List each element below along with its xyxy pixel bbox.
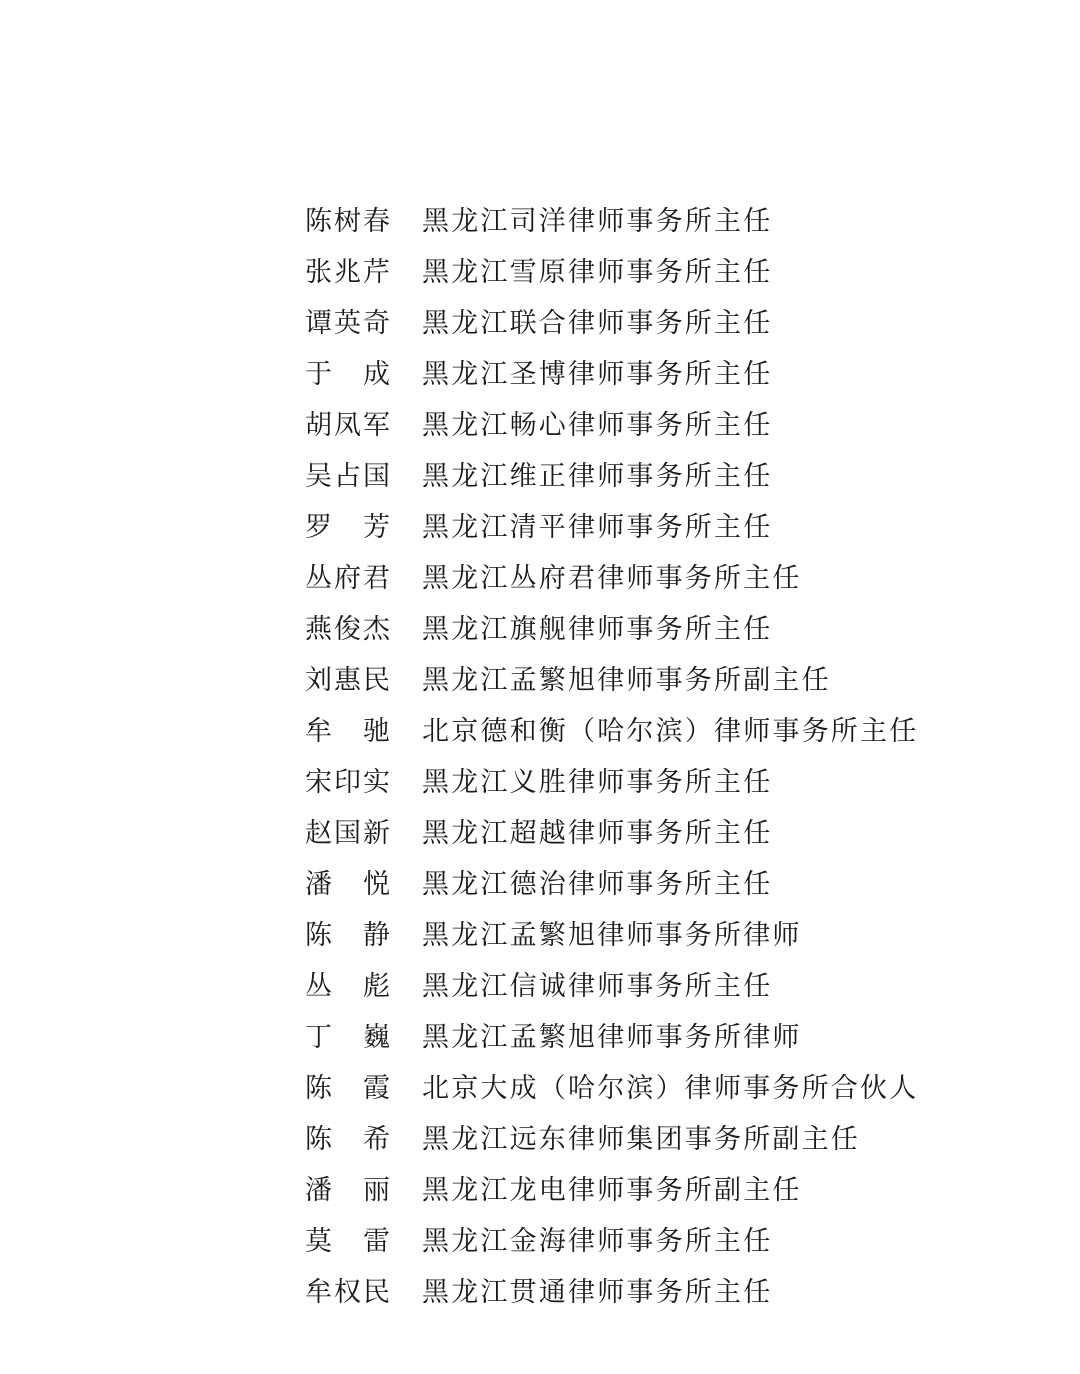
member-title: 北京大成（哈尔滨）律师事务所合伙人 (422, 1073, 919, 1104)
member-title: 黑龙江超越律师事务所主任 (422, 818, 773, 849)
member-title: 黑龙江司洋律师事务所主任 (422, 206, 773, 237)
member-title: 黑龙江清平律师事务所主任 (422, 512, 773, 543)
list-item (305, 601, 1005, 652)
list-item (305, 499, 1005, 550)
member-name: 刘惠民 (305, 665, 392, 696)
member-title: 黑龙江旗舰律师事务所主任 (422, 614, 773, 645)
member-list (305, 193, 1005, 1315)
member-title: 黑龙江丛府君律师事务所主任 (422, 563, 802, 594)
list-item (305, 244, 1005, 295)
member-title: 黑龙江畅心律师事务所主任 (422, 410, 773, 441)
member-name: 丛 彪 (305, 971, 392, 1002)
member-name: 潘 悦 (305, 869, 392, 900)
member-title: 黑龙江金海律师事务所主任 (422, 1226, 773, 1257)
member-name: 牟 驰 (305, 716, 392, 747)
list-item (305, 754, 1005, 805)
member-name: 罗 芳 (305, 512, 392, 543)
member-name: 宋印实 (305, 767, 392, 798)
list-item (305, 397, 1005, 448)
member-title: 黑龙江信诚律师事务所主任 (422, 971, 773, 1002)
member-title: 北京德和衡（哈尔滨）律师事务所主任 (422, 716, 919, 747)
member-name: 潘 丽 (305, 1175, 392, 1206)
list-item (305, 703, 1005, 754)
list-item (305, 805, 1005, 856)
member-title: 黑龙江圣博律师事务所主任 (422, 359, 773, 390)
member-name: 牟权民 (305, 1277, 392, 1308)
member-title: 黑龙江贯通律师事务所主任 (422, 1277, 773, 1308)
member-title: 黑龙江德治律师事务所主任 (422, 869, 773, 900)
list-item (305, 550, 1005, 601)
member-name: 陈树春 (305, 206, 392, 237)
list-item (305, 856, 1005, 907)
member-title: 黑龙江联合律师事务所主任 (422, 308, 773, 339)
member-title: 黑龙江孟繁旭律师事务所律师 (422, 920, 802, 951)
list-item (305, 1060, 1005, 1111)
member-title: 黑龙江孟繁旭律师事务所律师 (422, 1022, 802, 1053)
member-name: 陈 霞 (305, 1073, 392, 1104)
list-item (305, 907, 1005, 958)
list-item (305, 1009, 1005, 1060)
list-item (305, 1264, 1005, 1315)
member-name: 谭英奇 (305, 308, 392, 339)
member-name: 赵国新 (305, 818, 392, 849)
member-title: 黑龙江雪原律师事务所主任 (422, 257, 773, 288)
member-name: 张兆芹 (305, 257, 392, 288)
list-item (305, 1111, 1005, 1162)
member-name: 陈 静 (305, 920, 392, 951)
list-item (305, 652, 1005, 703)
list-item (305, 1213, 1005, 1264)
list-item (305, 958, 1005, 1009)
member-name: 丛府君 (305, 563, 392, 594)
list-item (305, 346, 1005, 397)
list-item (305, 448, 1005, 499)
member-title: 黑龙江义胜律师事务所主任 (422, 767, 773, 798)
member-name: 陈 希 (305, 1124, 392, 1155)
member-name: 莫 雷 (305, 1226, 392, 1257)
member-title: 黑龙江孟繁旭律师事务所副主任 (422, 665, 831, 696)
list-item (305, 193, 1005, 244)
member-name: 于 成 (305, 359, 392, 390)
member-title: 黑龙江龙电律师事务所副主任 (422, 1175, 802, 1206)
member-title: 黑龙江维正律师事务所主任 (422, 461, 773, 492)
member-name: 胡凤军 (305, 410, 392, 441)
list-item (305, 295, 1005, 346)
list-item (305, 1162, 1005, 1213)
member-name: 丁 巍 (305, 1022, 392, 1053)
member-name: 燕俊杰 (305, 614, 392, 645)
member-title: 黑龙江远东律师集团事务所副主任 (422, 1124, 860, 1155)
member-name: 吴占国 (305, 461, 392, 492)
